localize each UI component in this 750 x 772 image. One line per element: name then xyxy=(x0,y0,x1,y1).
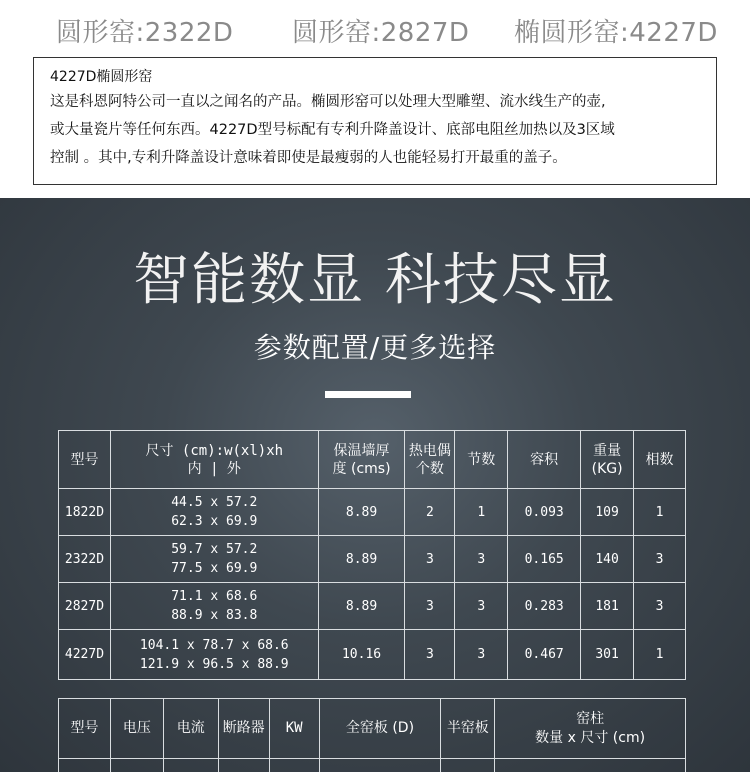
banner-subheadline: 参数配置/更多选择 xyxy=(253,331,497,364)
table-row xyxy=(59,759,686,772)
table-row xyxy=(59,630,686,680)
cell-empty xyxy=(319,759,441,772)
cell-sections: 3 xyxy=(455,536,508,583)
description-title: 4227D椭圆形窑 xyxy=(50,69,153,85)
cell-sections: 3 xyxy=(455,630,508,680)
cell-phase: 3 xyxy=(634,536,686,583)
col-header-sections: 节数 xyxy=(455,431,508,489)
col-header-phase: 相数 xyxy=(634,431,686,489)
cell-wall: 8.89 xyxy=(318,489,405,536)
cell-volume: 0.467 xyxy=(508,630,581,680)
cell-size: 59.7 x 57.2 77.5 x 69.9 xyxy=(110,536,318,583)
col-header-half-shelf: 半窑板 xyxy=(441,699,495,759)
cell-sections: 1 xyxy=(455,489,508,536)
cell-empty xyxy=(495,759,686,772)
description-line: 这是科恩阿特公司一直以之闻名的产品。椭圆形窑可以处理大型雕塑、流水线生产的壶, xyxy=(50,94,606,110)
col-header-kw: KW xyxy=(269,699,319,759)
product-description-box xyxy=(33,57,717,185)
cell-sections: 3 xyxy=(455,583,508,630)
electrical-table-header-row xyxy=(59,699,686,759)
table-row xyxy=(59,489,686,536)
col-header-current: 电流 xyxy=(163,699,218,759)
cell-size: 104.1 x 78.7 x 68.6 121.9 x 96.5 x 88.9 xyxy=(110,630,318,680)
cell-model: 2322D xyxy=(59,536,111,583)
col-header-full-shelf: 全窑板 (D) xyxy=(319,699,441,759)
col-header-voltage: 电压 xyxy=(110,699,163,759)
cell-volume: 0.283 xyxy=(508,583,581,630)
electrical-table xyxy=(58,698,686,772)
model-title-2322d: 圆形窑:2322D xyxy=(56,18,234,48)
col-header-thermocouples: 热电偶 个数 xyxy=(405,431,455,489)
spec-banner xyxy=(0,198,750,772)
cell-weight: 301 xyxy=(581,630,634,680)
spec-table xyxy=(58,430,686,680)
banner-divider xyxy=(325,391,411,398)
cell-empty xyxy=(269,759,319,772)
cell-empty xyxy=(59,759,111,772)
col-header-posts: 窑柱 数量 x 尺寸 (cm) xyxy=(495,699,686,759)
cell-empty xyxy=(441,759,495,772)
cell-wall: 8.89 xyxy=(318,536,405,583)
cell-thermocouples: 2 xyxy=(405,489,455,536)
description-body xyxy=(50,88,704,172)
model-title-strip xyxy=(0,0,750,56)
cell-wall: 10.16 xyxy=(318,630,405,680)
cell-weight: 181 xyxy=(581,583,634,630)
cell-model: 1822D xyxy=(59,489,111,536)
description-line: 控制 。其中,专利升降盖设计意味着即使是最瘦弱的人也能轻易打开最重的盖子。 xyxy=(50,150,567,166)
spec-table-header-row xyxy=(59,431,686,489)
cell-empty xyxy=(218,759,269,772)
cell-size: 44.5 x 57.2 62.3 x 69.9 xyxy=(110,489,318,536)
cell-weight: 109 xyxy=(581,489,634,536)
table-row xyxy=(59,583,686,630)
cell-model: 2827D xyxy=(59,583,111,630)
description-line: 或大量瓷片等任何东西。4227D型号标配有专利升降盖设计、底部电阻丝加热以及3区域 xyxy=(50,122,615,138)
cell-empty xyxy=(110,759,163,772)
model-title-2827d: 圆形窑:2827D xyxy=(292,18,470,48)
banner-headline: 智能数显 科技尽显 xyxy=(133,248,617,313)
cell-weight: 140 xyxy=(581,536,634,583)
cell-thermocouples: 3 xyxy=(405,536,455,583)
col-header-weight: 重量 (KG) xyxy=(581,431,634,489)
cell-phase: 3 xyxy=(634,583,686,630)
col-header-breaker: 断路器 xyxy=(218,699,269,759)
cell-phase: 1 xyxy=(634,630,686,680)
col-header-model: 型号 xyxy=(59,431,111,489)
cell-thermocouples: 3 xyxy=(405,630,455,680)
col-header-volume: 容积 xyxy=(508,431,581,489)
col-header-wall: 保温墙厚 度 (cms) xyxy=(318,431,405,489)
table-row xyxy=(59,536,686,583)
cell-volume: 0.165 xyxy=(508,536,581,583)
model-title-4227d: 椭圆形窑:4227D xyxy=(514,18,718,48)
cell-size: 71.1 x 68.6 88.9 x 83.8 xyxy=(110,583,318,630)
cell-volume: 0.093 xyxy=(508,489,581,536)
cell-model: 4227D xyxy=(59,630,111,680)
cell-empty xyxy=(163,759,218,772)
cell-wall: 8.89 xyxy=(318,583,405,630)
cell-thermocouples: 3 xyxy=(405,583,455,630)
col-header-model: 型号 xyxy=(59,699,111,759)
col-header-size: 尺寸 (cm):w(xl)xh 内 | 外 xyxy=(110,431,318,489)
cell-phase: 1 xyxy=(634,489,686,536)
